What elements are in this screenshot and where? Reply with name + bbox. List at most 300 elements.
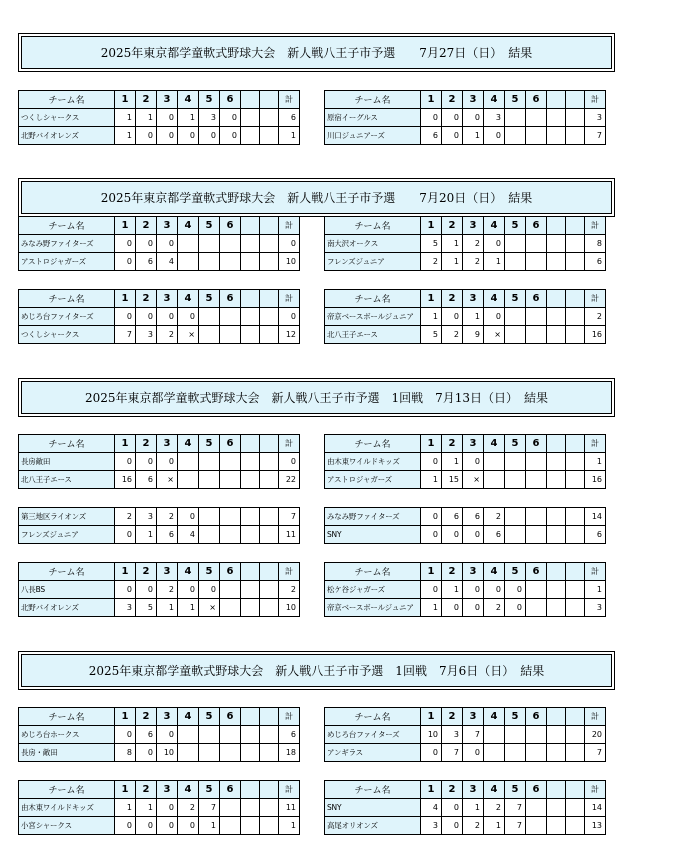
total-header: 計: [279, 708, 300, 726]
blank-cell: [547, 453, 566, 471]
total-header: 計: [279, 217, 300, 235]
inning-score: 2: [157, 508, 178, 526]
inning-score: 1: [442, 235, 463, 253]
inning-header: 4: [484, 435, 505, 453]
total-header: 計: [585, 290, 606, 308]
inning-header: 2: [136, 563, 157, 581]
inning-score: [484, 471, 505, 489]
total-score: 16: [585, 471, 606, 489]
inning-score: 0: [442, 817, 463, 835]
inning-header: 6: [220, 708, 241, 726]
inning-header: 2: [442, 781, 463, 799]
total-score: 6: [279, 726, 300, 744]
team-name: 帝京ベースボールジュニア: [325, 599, 421, 617]
total-score: 3: [585, 599, 606, 617]
game-block: [18, 90, 300, 145]
inning-header: 1: [421, 435, 442, 453]
inning-header: 3: [157, 91, 178, 109]
inning-header: 3: [157, 217, 178, 235]
team-header: チーム名: [19, 435, 115, 453]
game-block: [324, 289, 606, 344]
team-row: [325, 326, 606, 344]
inning-score: 6: [421, 127, 442, 145]
inning-score: [220, 326, 241, 344]
blank-header: [547, 781, 566, 799]
inning-score: [526, 744, 547, 762]
inning-header: 5: [505, 91, 526, 109]
blank-cell: [547, 726, 566, 744]
inning-score: 1: [463, 799, 484, 817]
inning-score: 1: [178, 109, 199, 127]
inning-score: 0: [442, 599, 463, 617]
total-header: 計: [279, 290, 300, 308]
inning-score: [220, 471, 241, 489]
inning-score: 0: [157, 726, 178, 744]
inning-header: 4: [178, 91, 199, 109]
header-row: [19, 91, 300, 109]
inning-score: [505, 235, 526, 253]
blank-header: [566, 708, 585, 726]
blank-cell: [566, 526, 585, 544]
blank-cell: [260, 599, 279, 617]
inning-score: [505, 744, 526, 762]
inning-header: 3: [157, 290, 178, 308]
team-row: [19, 599, 300, 617]
inning-score: [199, 508, 220, 526]
team-row: [325, 127, 606, 145]
inning-score: 0: [115, 726, 136, 744]
inning-score: 0: [115, 817, 136, 835]
team-name: 小宮シャークス: [19, 817, 115, 835]
total-score: 16: [585, 326, 606, 344]
blank-header: [260, 290, 279, 308]
blank-cell: [241, 508, 260, 526]
blank-cell: [566, 508, 585, 526]
blank-cell: [547, 127, 566, 145]
score-table: [324, 562, 606, 617]
blank-cell: [241, 109, 260, 127]
blank-cell: [260, 109, 279, 127]
section-title: 2025年東京都学童軟式野球大会 新人戦八王子市予選 7月20日（日） 結果: [100, 191, 533, 205]
inning-score: [526, 235, 547, 253]
inning-header: 3: [463, 708, 484, 726]
team-name: 第三地区ライオンズ: [19, 508, 115, 526]
inning-header: 1: [115, 217, 136, 235]
section-title: 2025年東京都学童軟式野球大会 新人戦八王子市予選 1回戦 7月13日（日） 結果: [84, 391, 549, 405]
blank-cell: [547, 109, 566, 127]
blank-cell: [241, 453, 260, 471]
blank-cell: [566, 817, 585, 835]
blank-cell: [566, 599, 585, 617]
inning-score: 6: [136, 253, 157, 271]
inning-score: 1: [442, 581, 463, 599]
game-block: [324, 216, 606, 271]
inning-score: 1: [421, 471, 442, 489]
team-row: [19, 726, 300, 744]
inning-score: [178, 471, 199, 489]
header-row: [325, 708, 606, 726]
blank-header: [260, 563, 279, 581]
section-banner: [18, 33, 615, 72]
score-table: [324, 434, 606, 489]
inning-score: 2: [463, 235, 484, 253]
blank-header: [547, 563, 566, 581]
inning-score: [178, 453, 199, 471]
team-name: 八長BS: [19, 581, 115, 599]
total-score: 0: [279, 235, 300, 253]
inning-score: ×: [463, 471, 484, 489]
section-banner: [18, 378, 615, 417]
inning-score: 0: [115, 453, 136, 471]
inning-header: 2: [442, 435, 463, 453]
inning-score: 0: [421, 526, 442, 544]
blank-header: [241, 708, 260, 726]
inning-header: 3: [157, 435, 178, 453]
inning-score: 2: [463, 817, 484, 835]
inning-score: 1: [115, 109, 136, 127]
blank-header: [547, 435, 566, 453]
header-row: [325, 217, 606, 235]
inning-score: 7: [115, 326, 136, 344]
inning-header: 2: [442, 91, 463, 109]
inning-score: 3: [421, 817, 442, 835]
team-name: 長房敵田: [19, 453, 115, 471]
total-score: 0: [279, 308, 300, 326]
inning-score: 0: [220, 127, 241, 145]
inning-header: 6: [220, 563, 241, 581]
inning-score: 2: [178, 799, 199, 817]
inning-score: [505, 526, 526, 544]
blank-cell: [260, 308, 279, 326]
inning-score: 3: [136, 326, 157, 344]
header-row: [325, 781, 606, 799]
header-row: [19, 708, 300, 726]
inning-score: [220, 253, 241, 271]
inning-header: 6: [220, 290, 241, 308]
blank-cell: [547, 235, 566, 253]
inning-score: 5: [136, 599, 157, 617]
inning-header: 6: [220, 91, 241, 109]
inning-score: 6: [463, 508, 484, 526]
blank-header: [566, 217, 585, 235]
inning-header: 4: [178, 290, 199, 308]
inning-score: 0: [157, 453, 178, 471]
inning-score: [505, 308, 526, 326]
inning-header: 2: [136, 435, 157, 453]
header-row: [325, 290, 606, 308]
blank-cell: [260, 581, 279, 599]
total-header: 計: [279, 435, 300, 453]
inning-score: [220, 799, 241, 817]
inning-header: 3: [463, 290, 484, 308]
inning-header: 5: [505, 217, 526, 235]
total-header: 計: [279, 91, 300, 109]
inning-header: 1: [421, 563, 442, 581]
inning-header: 3: [157, 708, 178, 726]
game-block: [18, 289, 300, 344]
blank-cell: [547, 799, 566, 817]
inning-score: 1: [136, 109, 157, 127]
blank-cell: [547, 253, 566, 271]
team-name: フレンズジュニア: [19, 526, 115, 544]
inning-score: [199, 326, 220, 344]
team-name: 帝京ベースボールジュニア: [325, 308, 421, 326]
blank-cell: [260, 799, 279, 817]
total-score: 6: [585, 526, 606, 544]
team-header: チーム名: [325, 708, 421, 726]
blank-header: [241, 781, 260, 799]
blank-header: [566, 563, 585, 581]
inning-score: 4: [421, 799, 442, 817]
total-header: 計: [585, 91, 606, 109]
inning-score: [484, 744, 505, 762]
inning-score: [526, 599, 547, 617]
inning-header: 2: [442, 217, 463, 235]
inning-header: 5: [199, 708, 220, 726]
inning-score: [526, 726, 547, 744]
blank-cell: [241, 253, 260, 271]
blank-cell: [260, 744, 279, 762]
blank-cell: [260, 471, 279, 489]
inning-header: 2: [136, 290, 157, 308]
header-row: [325, 435, 606, 453]
inning-score: 1: [136, 799, 157, 817]
inning-score: [505, 326, 526, 344]
inning-score: 0: [199, 581, 220, 599]
total-score: 10: [279, 599, 300, 617]
game-block: [324, 780, 606, 835]
team-row: [325, 526, 606, 544]
inning-score: 5: [421, 326, 442, 344]
inning-score: 0: [136, 581, 157, 599]
header-row: [19, 563, 300, 581]
inning-score: 0: [178, 817, 199, 835]
inning-score: 0: [442, 127, 463, 145]
inning-score: 6: [484, 526, 505, 544]
inning-score: 0: [421, 581, 442, 599]
inning-score: 3: [199, 109, 220, 127]
team-row: [325, 799, 606, 817]
inning-score: 0: [157, 109, 178, 127]
inning-header: 4: [484, 290, 505, 308]
team-header: チーム名: [19, 217, 115, 235]
blank-cell: [547, 326, 566, 344]
inning-score: 0: [115, 526, 136, 544]
inning-score: [505, 726, 526, 744]
inning-score: 6: [136, 726, 157, 744]
inning-score: [199, 471, 220, 489]
game-block: [18, 434, 300, 489]
header-row: [325, 563, 606, 581]
inning-score: 0: [157, 127, 178, 145]
total-header: 計: [585, 217, 606, 235]
score-table: [324, 289, 606, 344]
inning-header: 1: [421, 781, 442, 799]
blank-header: [566, 781, 585, 799]
inning-header: 2: [442, 708, 463, 726]
inning-header: 3: [463, 781, 484, 799]
team-header: チーム名: [19, 290, 115, 308]
inning-header: 4: [178, 217, 199, 235]
inning-score: 1: [421, 308, 442, 326]
inning-score: 7: [505, 799, 526, 817]
total-score: 12: [279, 326, 300, 344]
team-header: チーム名: [19, 91, 115, 109]
inning-header: 1: [115, 435, 136, 453]
inning-score: 9: [463, 326, 484, 344]
inning-header: 5: [199, 435, 220, 453]
team-row: [325, 726, 606, 744]
inning-score: 0: [421, 109, 442, 127]
inning-header: 2: [136, 217, 157, 235]
inning-score: 6: [136, 471, 157, 489]
inning-score: 0: [463, 581, 484, 599]
team-row: [325, 508, 606, 526]
inning-header: 1: [421, 708, 442, 726]
blank-header: [241, 435, 260, 453]
team-name: めじろ台ファイターズ: [19, 308, 115, 326]
inning-score: 0: [178, 127, 199, 145]
inning-header: 6: [220, 435, 241, 453]
inning-header: 5: [505, 435, 526, 453]
blank-header: [241, 290, 260, 308]
total-score: 7: [585, 127, 606, 145]
blank-cell: [260, 526, 279, 544]
inning-score: 0: [136, 817, 157, 835]
inning-header: 6: [220, 217, 241, 235]
inning-score: [199, 744, 220, 762]
blank-cell: [241, 471, 260, 489]
inning-header: 5: [505, 708, 526, 726]
inning-score: 0: [178, 581, 199, 599]
inning-score: 16: [115, 471, 136, 489]
inning-header: 5: [199, 217, 220, 235]
score-table: [324, 507, 606, 544]
team-row: [325, 599, 606, 617]
total-header: 計: [585, 435, 606, 453]
blank-header: [241, 217, 260, 235]
team-name: SNY: [325, 799, 421, 817]
inning-score: 0: [136, 127, 157, 145]
inning-score: [526, 127, 547, 145]
team-header: チーム名: [325, 781, 421, 799]
inning-header: 1: [421, 217, 442, 235]
inning-score: [199, 726, 220, 744]
team-name: 長房・敵田: [19, 744, 115, 762]
total-score: 7: [585, 744, 606, 762]
total-header: 計: [279, 563, 300, 581]
game-block: [18, 707, 300, 762]
blank-cell: [260, 127, 279, 145]
blank-cell: [260, 326, 279, 344]
inning-score: [484, 453, 505, 471]
blank-header: [547, 217, 566, 235]
inning-score: 10: [421, 726, 442, 744]
team-name: 原宿イーグルス: [325, 109, 421, 127]
blank-header: [547, 290, 566, 308]
inning-score: [526, 471, 547, 489]
inning-score: 0: [463, 453, 484, 471]
team-name: 川口ジュニアーズ: [325, 127, 421, 145]
team-header: チーム名: [325, 563, 421, 581]
blank-header: [260, 91, 279, 109]
team-name: つくしシャークス: [19, 326, 115, 344]
team-row: [325, 253, 606, 271]
blank-cell: [241, 799, 260, 817]
team-row: [19, 817, 300, 835]
inning-score: 0: [463, 526, 484, 544]
team-header: チーム名: [325, 290, 421, 308]
blank-cell: [566, 799, 585, 817]
blank-header: [241, 563, 260, 581]
total-header: 計: [585, 708, 606, 726]
team-row: [19, 127, 300, 145]
inning-score: 1: [115, 127, 136, 145]
game-block: [18, 216, 300, 271]
inning-header: 1: [421, 91, 442, 109]
inning-score: ×: [199, 599, 220, 617]
inning-score: 0: [505, 581, 526, 599]
inning-score: [178, 726, 199, 744]
game-block: [18, 562, 300, 617]
team-name: SNY: [325, 526, 421, 544]
blank-cell: [547, 471, 566, 489]
team-row: [19, 581, 300, 599]
inning-score: [505, 471, 526, 489]
inning-score: [178, 253, 199, 271]
team-header: チーム名: [325, 217, 421, 235]
inning-score: [484, 726, 505, 744]
blank-cell: [566, 726, 585, 744]
blank-cell: [241, 599, 260, 617]
inning-score: 2: [157, 581, 178, 599]
inning-header: 6: [526, 290, 547, 308]
total-score: 0: [279, 453, 300, 471]
inning-score: 1: [484, 253, 505, 271]
inning-score: [199, 253, 220, 271]
section-title: 2025年東京都学童軟式野球大会 新人戦八王子市予選 1回戦 7月6日（日） 結果: [88, 664, 545, 678]
game-block: [324, 507, 606, 544]
inning-score: 0: [421, 453, 442, 471]
inning-header: 5: [199, 290, 220, 308]
inning-header: 5: [505, 781, 526, 799]
inning-header: 2: [136, 708, 157, 726]
team-name: 北野バイオレンズ: [19, 127, 115, 145]
team-row: [325, 471, 606, 489]
inning-score: [526, 799, 547, 817]
header-row: [19, 781, 300, 799]
blank-cell: [547, 526, 566, 544]
inning-score: [505, 127, 526, 145]
inning-header: 5: [199, 563, 220, 581]
score-table: [18, 434, 300, 489]
inning-score: 15: [442, 471, 463, 489]
inning-score: 0: [484, 235, 505, 253]
inning-score: 1: [115, 799, 136, 817]
inning-header: 1: [115, 91, 136, 109]
game-block: [324, 90, 606, 145]
inning-score: 1: [178, 599, 199, 617]
inning-score: 0: [463, 109, 484, 127]
blank-cell: [241, 581, 260, 599]
inning-score: [199, 526, 220, 544]
blank-cell: [547, 744, 566, 762]
game-block: [18, 780, 300, 835]
team-name: 由木東ワイルドキッズ: [19, 799, 115, 817]
team-name: みなみ野ファイターズ: [19, 235, 115, 253]
inning-score: 10: [157, 744, 178, 762]
inning-score: 4: [157, 253, 178, 271]
